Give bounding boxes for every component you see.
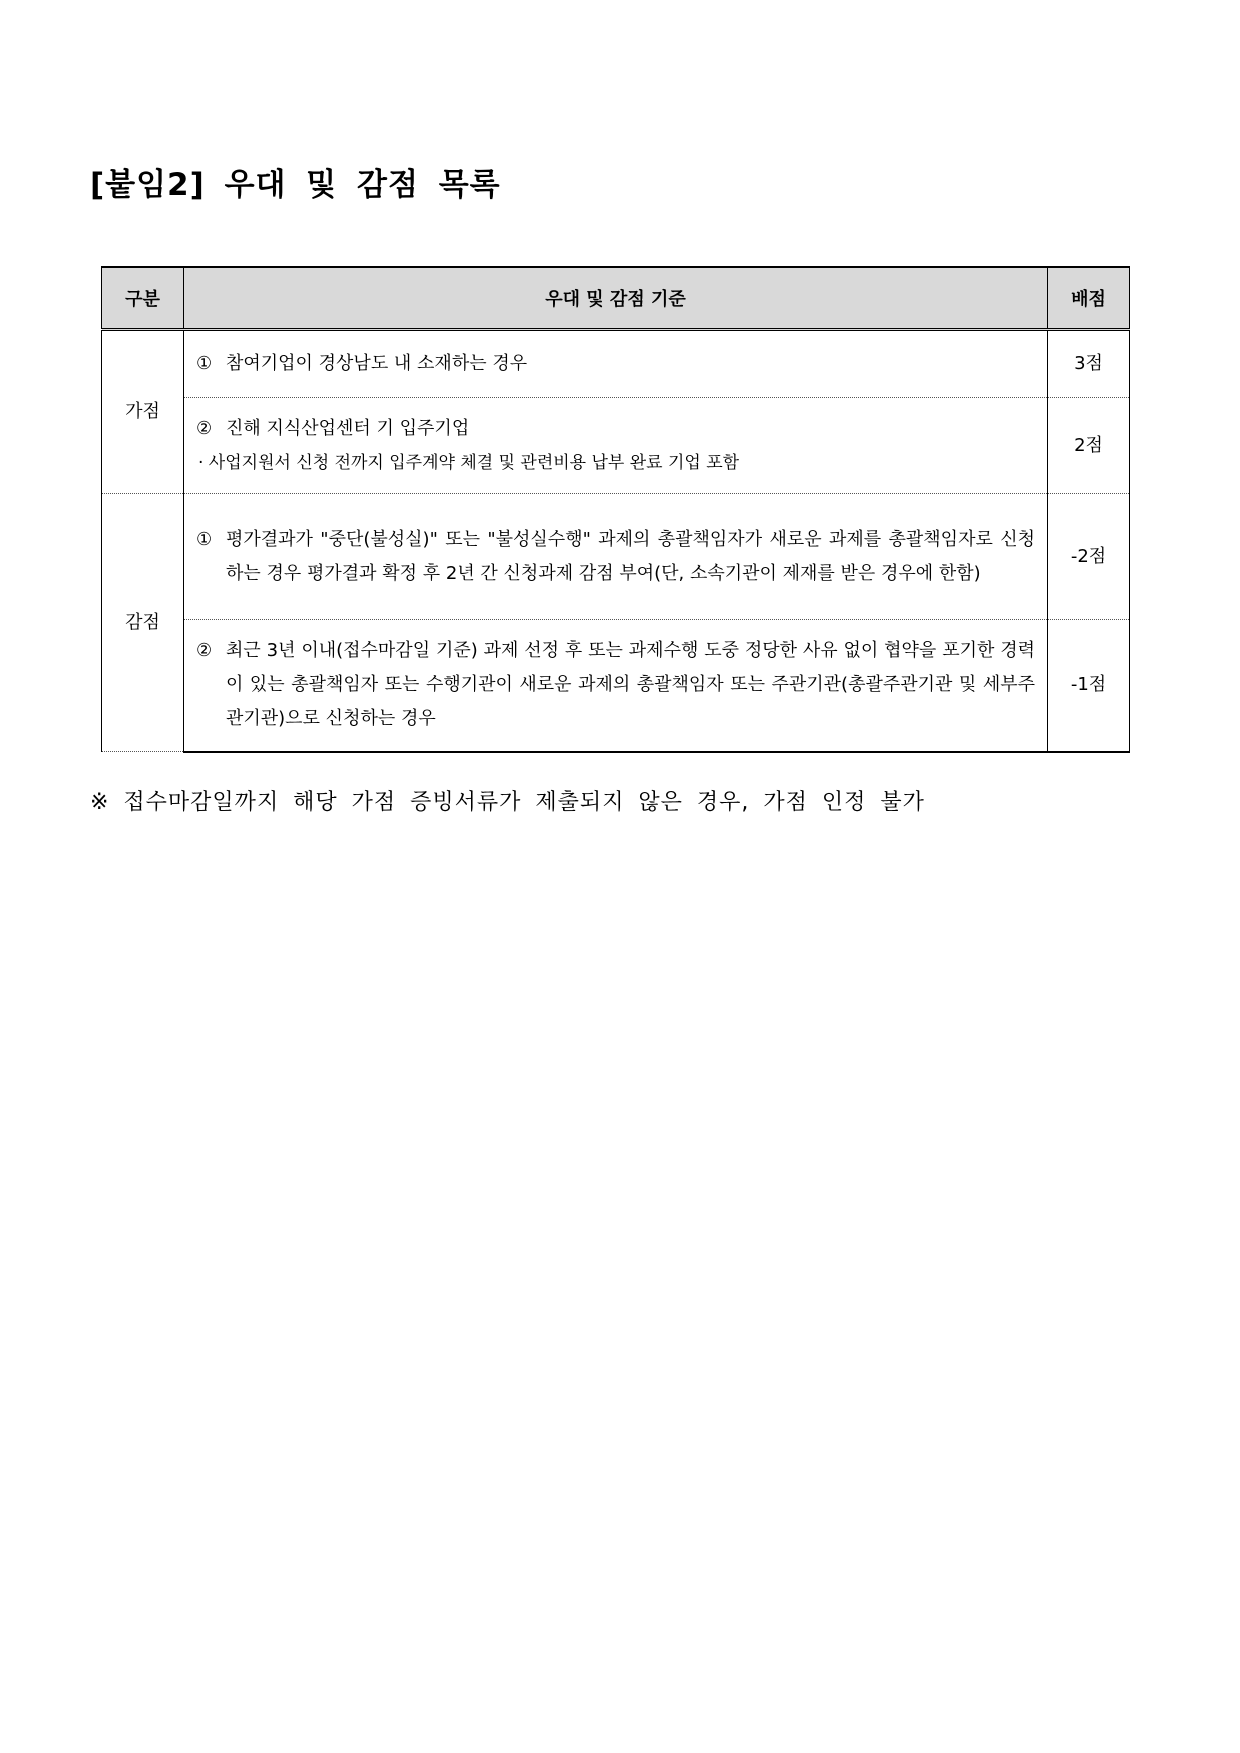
category-cell-bonus: 가점 [102, 330, 184, 494]
category-cell-penalty: 감점 [102, 494, 184, 752]
item-number: ② [196, 417, 213, 439]
item-text: 최근 3년 이내(접수마감일 기준) 과제 선정 후 또는 과제수행 도중 정당한 사유 없이 협약을 포기한 경력이 있는 총괄책임자 또는 수행기관이 새로운 과제의 총괄책임자 또는 주관기관(총괄주관기관 및 세부주관기관)으로 신청하는 경우 [226, 640, 1035, 730]
table-row [102, 620, 1130, 752]
item-text: 진해 지식산업센터 기 입주기업 [226, 417, 470, 439]
item-number: ① [196, 353, 213, 374]
table-header-row [102, 267, 1130, 330]
item-text: 평가결과가 "중단(불성실)" 또는 "불성실수행" 과제의 총괄책임자가 새로운 과제를 총괄책임자로 신청하는 경우 평가결과 확정 후 2년 간 신청과제 감점 부여(단, 소속기관이 제재를 받은 경우에 한함) [226, 528, 1035, 584]
table-row [102, 330, 1130, 398]
header-score: 배점 [1048, 267, 1130, 330]
item-subnote: · 사업지원서 신청 전까지 입주계약 체결 및 관련비용 납부 완료 기업 포함 [198, 452, 740, 473]
criteria-cell [184, 620, 1048, 752]
table-row [102, 398, 1130, 494]
score-cell: -2점 [1048, 494, 1130, 620]
criteria-cell [184, 330, 1048, 398]
item-number: ① [196, 528, 213, 550]
score-cell: -1점 [1048, 620, 1130, 752]
criteria-table [101, 266, 1130, 753]
footnote: ※ 접수마감일까지 해당 가점 증빙서류가 제출되지 않은 경우, 가점 인정 불가 [90, 790, 925, 815]
score-cell: 2점 [1048, 398, 1130, 494]
score-cell: 3점 [1048, 330, 1130, 398]
header-criteria: 우대 및 감점 기준 [184, 267, 1048, 330]
criteria-cell [184, 494, 1048, 620]
table-row [102, 494, 1130, 620]
item-number: ② [196, 640, 213, 662]
header-category: 구분 [102, 267, 184, 330]
item-text: 참여기업이 경상남도 내 소재하는 경우 [226, 353, 528, 374]
page-title: [붙임2] 우대 및 감점 목록 [90, 167, 501, 203]
criteria-cell [184, 398, 1048, 494]
